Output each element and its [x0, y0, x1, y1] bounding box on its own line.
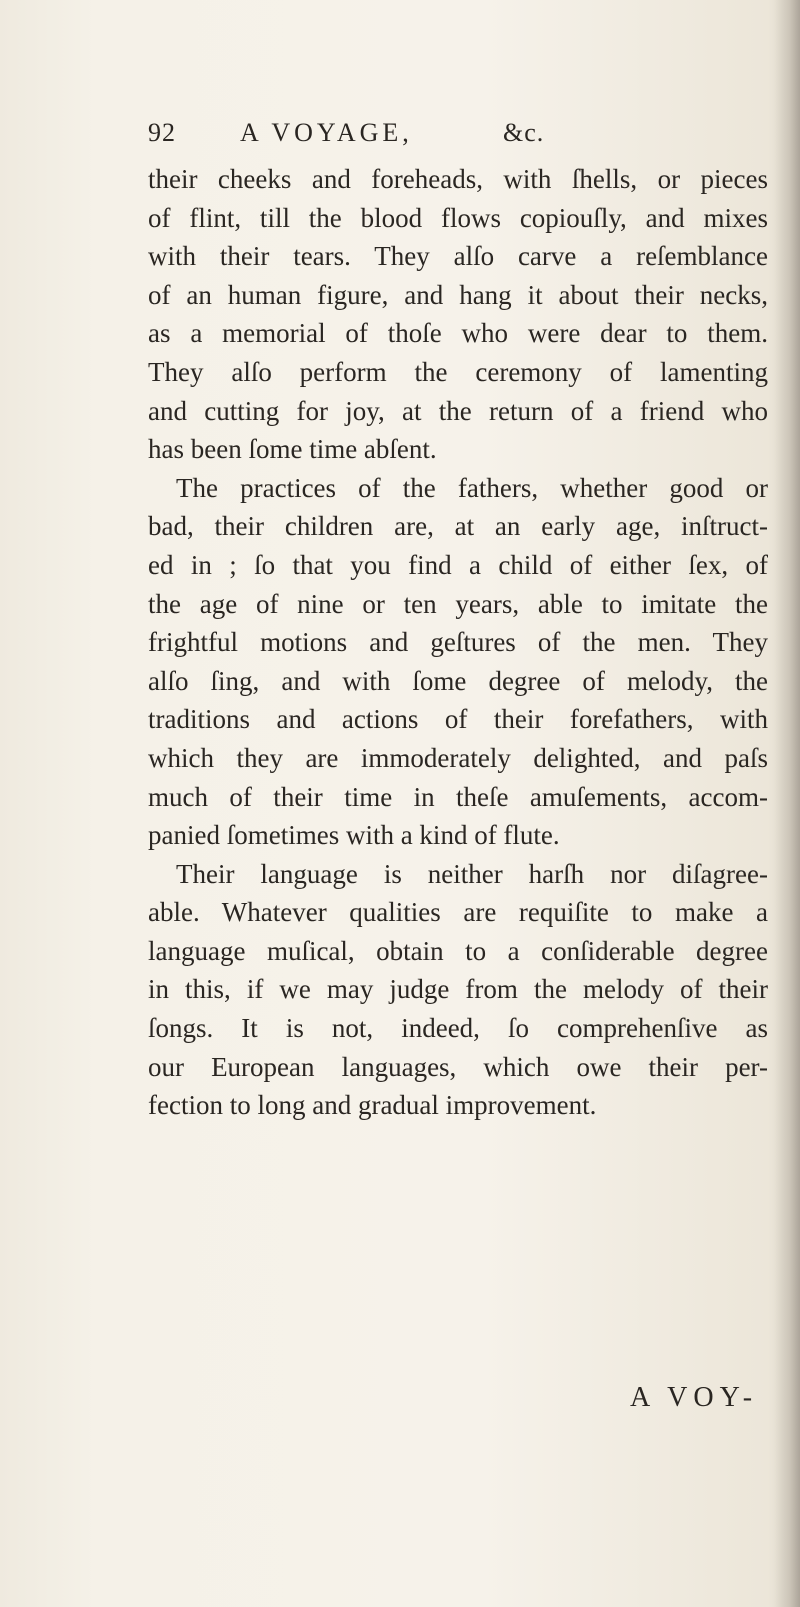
text-line: fection to long and gradual improvement. — [148, 1090, 597, 1121]
text-line: as a memorial of thoſe who were dear to them. — [148, 318, 768, 349]
running-head: A VOYAGE, — [240, 118, 413, 147]
body-text — [148, 160, 768, 1125]
text-line: Their language is neither harſh nor diſagree- — [176, 858, 768, 889]
text-line: of an human figure, and hang it about their necks, — [148, 279, 768, 310]
text-line: alſo ſing, and with ſome degree of melody, the — [148, 665, 768, 696]
page-edge-shadow — [774, 0, 800, 1607]
page-header — [148, 118, 748, 158]
text-line: with their tears. They alſo carve a reſemblance — [148, 241, 768, 272]
text-line: able. Whatever qualities are requiſite to make a — [148, 897, 768, 928]
text-line: language muſical, obtain to a conſiderable degree — [148, 935, 768, 966]
text-line: the age of nine or ten years, able to imitate the — [148, 588, 768, 619]
catchword: A VOY- — [630, 1382, 759, 1413]
text-line: traditions and actions of their forefathers, with — [148, 704, 768, 735]
text-line: They alſo perform the ceremony of lamenting — [148, 356, 768, 387]
text-line: in this, if we may judge from the melody of their — [148, 974, 768, 1005]
text-line: The practices of the fathers, whether good or — [176, 472, 768, 503]
page-number: 92 — [148, 118, 176, 147]
text-line: has been ſome time abſent. — [148, 434, 437, 465]
text-line: their cheeks and foreheads, with ſhells, or pieces — [148, 164, 768, 194]
text-line: bad, their children are, at an early age, inſtruct- — [148, 511, 768, 542]
running-head-etc: &c. — [503, 118, 545, 147]
text-line: our European languages, which owe their per- — [148, 1051, 768, 1082]
text-line: much of their time in theſe amuſements, accom- — [148, 781, 768, 812]
text-line: ed in ; ſo that you find a child of either ſex, of — [148, 549, 768, 580]
text-line: and cutting for joy, at the return of a friend who — [148, 395, 768, 426]
text-line: panied ſometimes with a kind of flute. — [148, 820, 560, 851]
text-line: ſongs. It is not, indeed, ſo comprehenſive as — [148, 1013, 768, 1044]
text-line: frightful motions and geſtures of the men. They — [148, 627, 768, 658]
text-line: which they are immoderately delighted, and paſs — [148, 742, 768, 773]
text-line: of flint, till the blood flows copiouſly, and mixes — [148, 202, 768, 233]
